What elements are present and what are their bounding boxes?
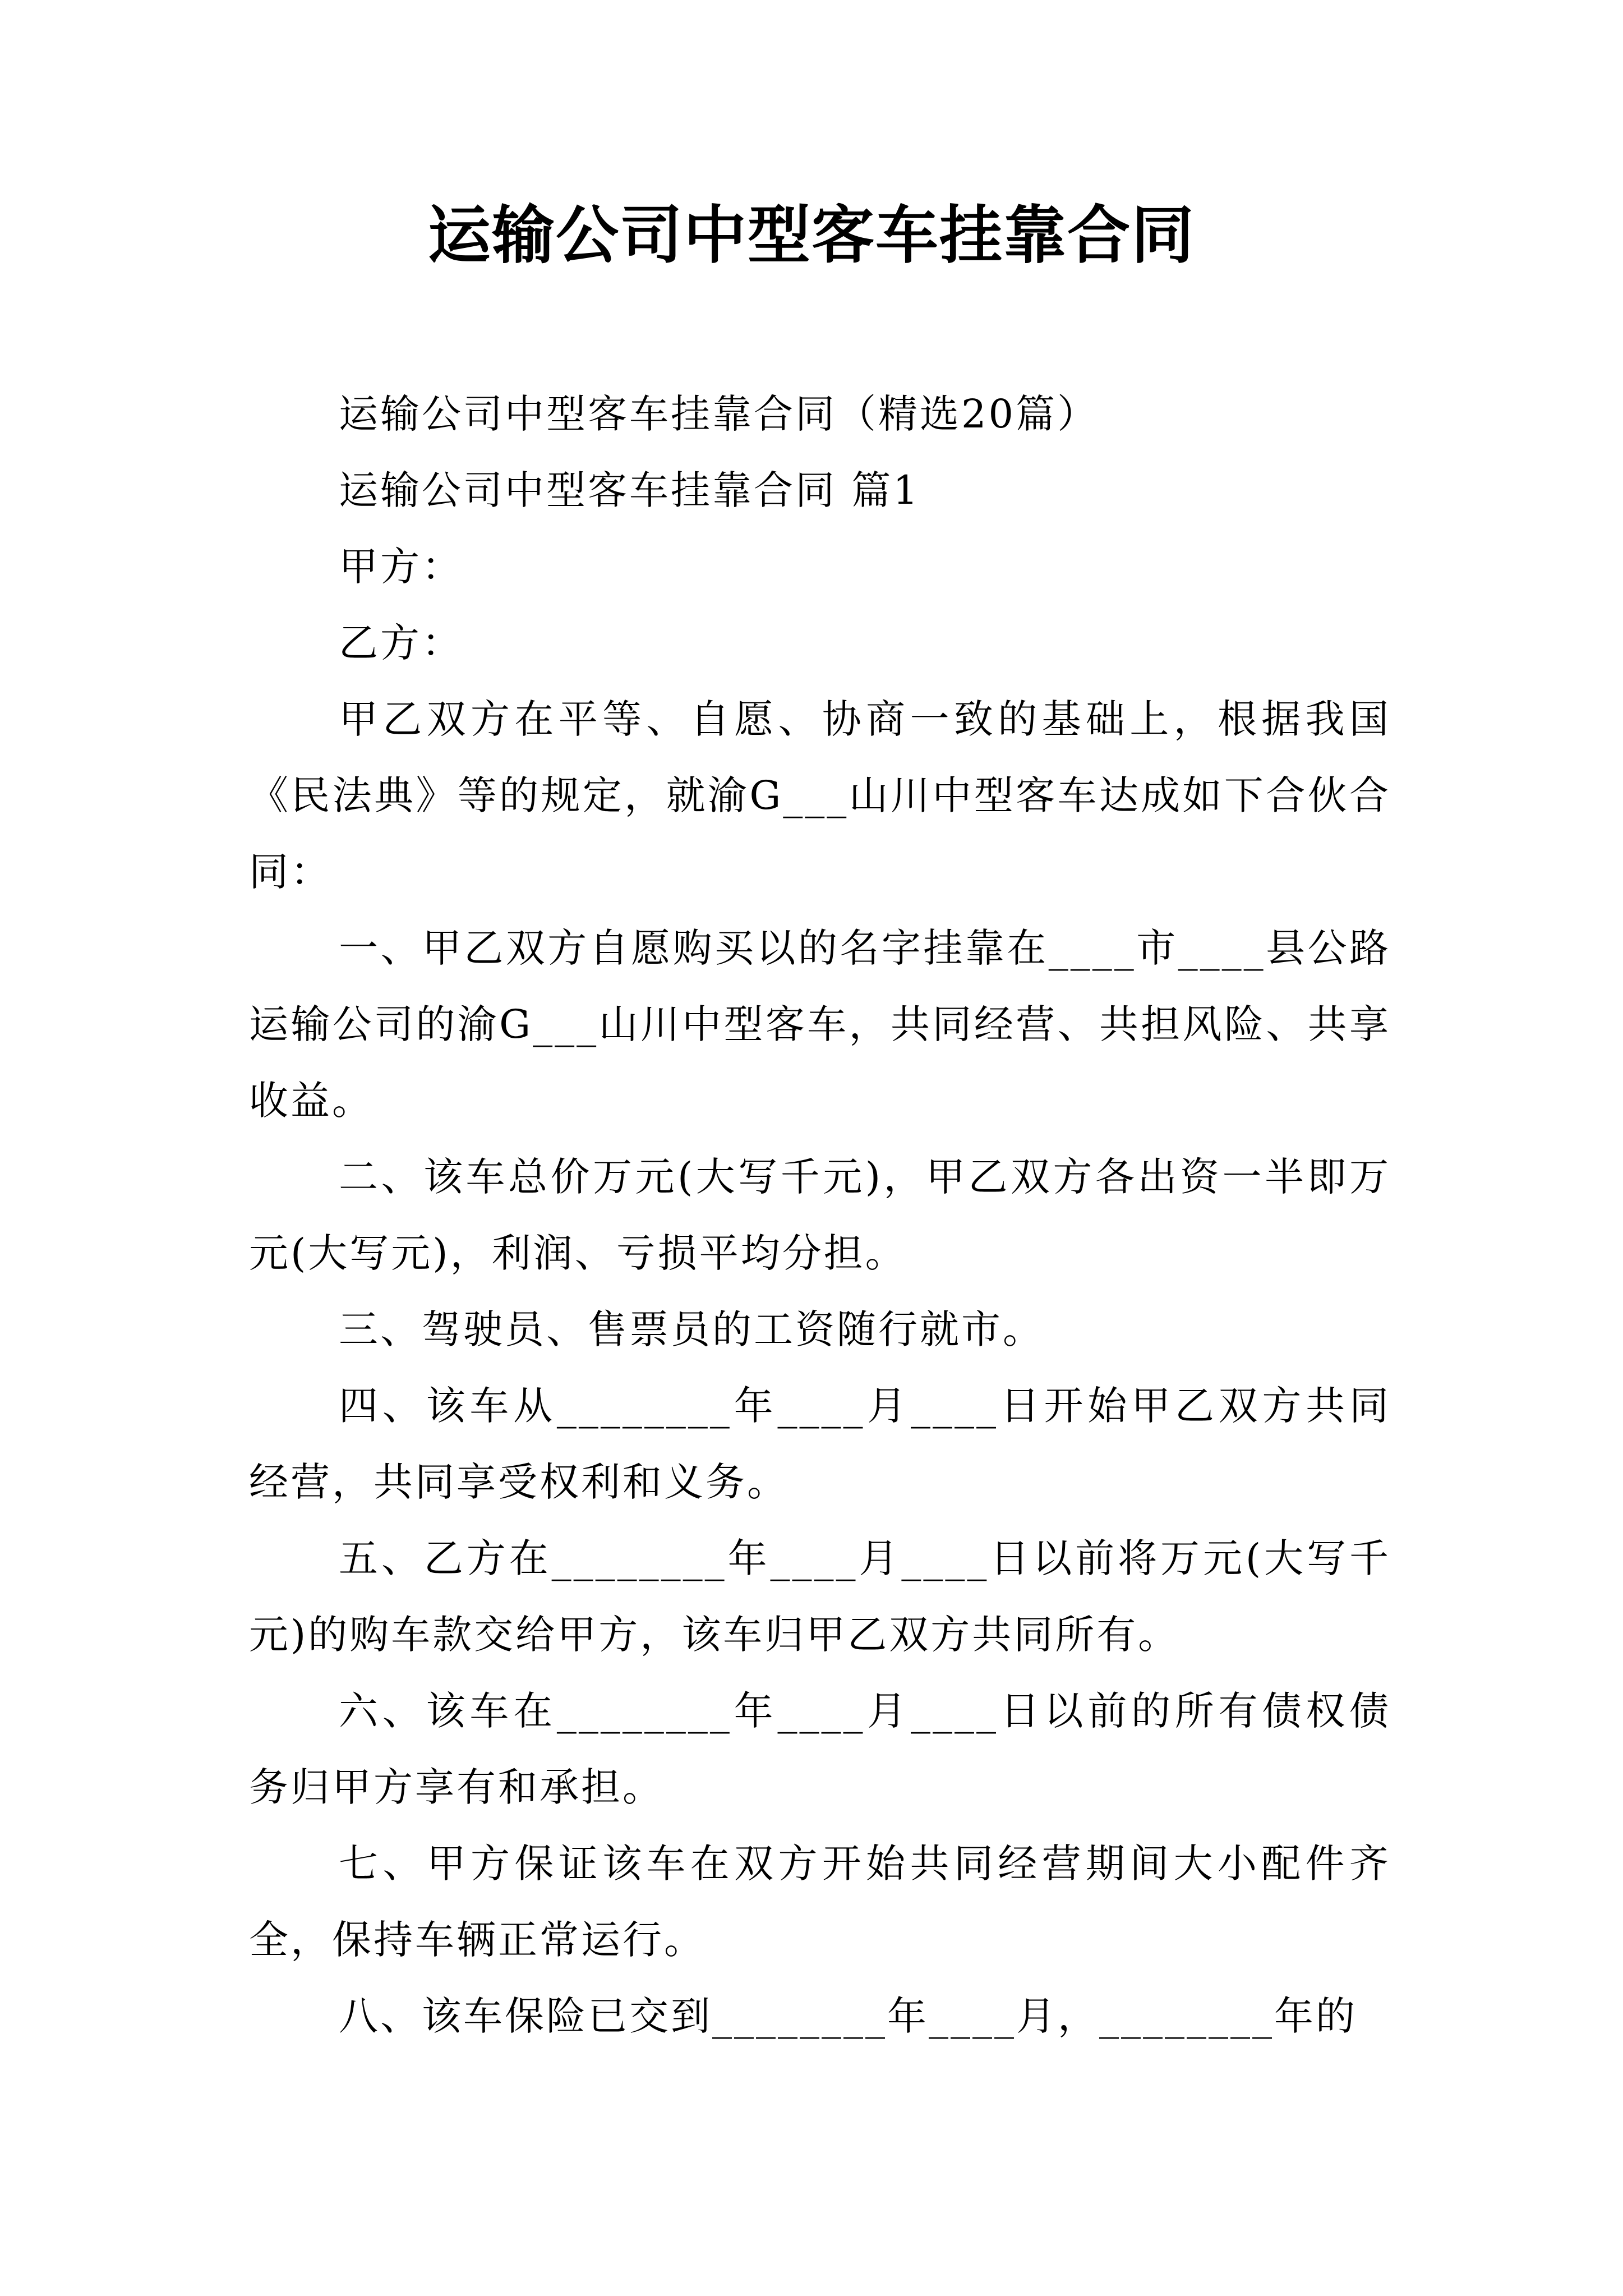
paragraph-clause-7: 七、甲方保证该车在双方开始共同经营期间大小配件齐全，保持车辆正常运行。: [249, 1841, 1391, 1963]
paragraph-clause-4: 四、该车从________年____月____日开始甲乙双方共同经营，共同享受权利和义务。: [249, 1383, 1391, 1505]
paragraph-clause-6: 六、该车在________年____月____日以前的所有债权债务归甲方享有和承担。: [249, 1688, 1391, 1810]
paragraph-party-a: 甲方：: [339, 544, 463, 590]
paragraph-subtitle: 运输公司中型客车挂靠合同（精选20篇）: [339, 391, 1099, 437]
paragraph-clause-3: 三、驾驶员、售票员的工资随行就市。: [339, 1306, 1044, 1352]
paragraph-preamble: 甲乙双方在平等、自愿、协商一致的基础上，根据我国《民法典》等的规定，就渝G___山川中型客车达成如下合伙合同：: [249, 696, 1391, 895]
paragraph-clause-5: 五、乙方在________年____月____日以前将万元(大写千元)的购车款交给甲方，该车归甲乙双方共同所有。: [249, 1535, 1391, 1658]
paragraph-section-heading: 运输公司中型客车挂靠合同 篇1: [339, 467, 920, 513]
paragraph-party-b: 乙方：: [339, 620, 463, 666]
document-body: [249, 376, 1391, 2054]
paragraph-clause-2: 二、该车总价万元(大写千元)，甲乙双方各出资一半即万元(大写元)，利润、亏损平均分担。: [249, 1154, 1391, 1276]
paragraph-clause-8: 八、该车保险已交到________年____月，________年的: [339, 1993, 1357, 2039]
paragraph-clause-1: 一、甲乙双方自愿购买以的名字挂靠在____市____县公路运输公司的渝G___山川中型客车，共同经营、共担风险、共享收益。: [249, 925, 1391, 1124]
document-title: 运输公司中型客车挂靠合同: [428, 199, 1195, 272]
